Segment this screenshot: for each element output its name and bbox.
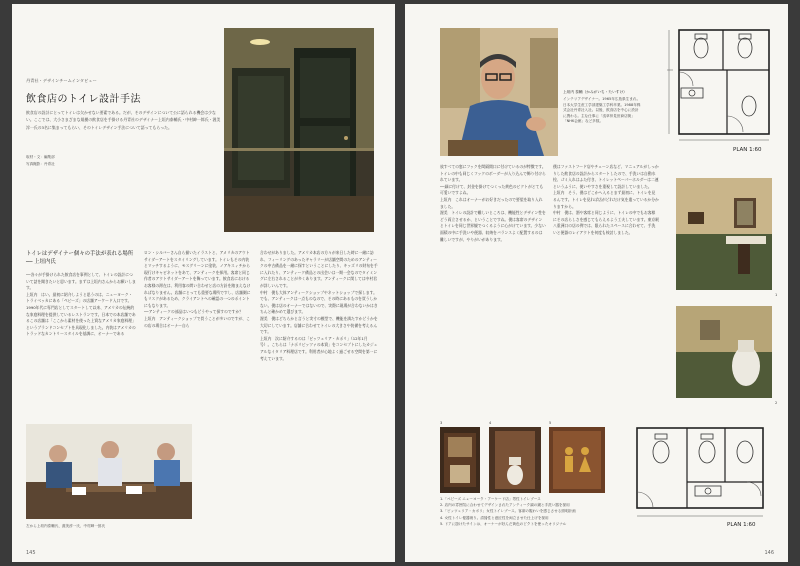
profile-text: インテリアデザイナー。1965年広島県生まれ。日本大学生産工学部建築工学科卒業。1988年株式会社丹青社入社。以後、飲食店を中心に設計に携わる。主な仕事に「浅草仲見世商店街」「NHK会館」など多数。 bbox=[563, 97, 641, 124]
right-body-column-1: 放すべての窓にフックを間隔開口に付けているのが特徴です。トイレの中も同じくフックのボーダーが入り込んで飾り付けられています。 ──細に付けて、封金を掛けてつくった黄色のピクトがとても可愛いですよね。 上垣内 これはオーナーがお好きだったので要望を取り入れました。 渥美 トイレの設計で難しいところは、機能性とデザイン性をどう両立させるか、ということですね。僕は客席のデザインとトイレを同じ世界観でつくるように心がけています。少ない面積の中に手洗いや便器、収納をバランスよく配置するのは難しいですが、やりがいがあります。 bbox=[440, 164, 546, 242]
kicker: 丹青社・デザインチームインタビュー bbox=[26, 78, 97, 83]
body-column-2: ロン・シルバーさん自ら描いたイラストと、アメリカのアウトサイダーアートをスタイリングしています。トイレもその内装とマッチするように、モスグリーンに塗装、ノアキスィチから現行けキャビネットをあて、アンティークを採用。客席と同じ作者のアウトサイダーアートを飾っています。飲食店におけるお客様の滞在は、利用客の問い合わせと店の方針を踏まえなければなりません。店舗にとっても重要な場所ですし、店舗側にもリスクがあるため、クライアントへの確認の一つのポイントにもなります。 ──アンティークの部品はいつもどうやって探すのですか？ 上垣内 アンティークショップで買うことが多いのですが、この店の場合はオーナー自ら bbox=[144, 250, 251, 328]
group-photo bbox=[26, 424, 192, 519]
photo-3-art bbox=[440, 427, 480, 493]
photo-4 bbox=[489, 427, 541, 493]
caption-4: 4. 女性トイレ便器廻り。清掃性と意匠性を両立させた仕上げを採用 bbox=[440, 515, 549, 520]
fig-number-2: 2 bbox=[775, 401, 778, 405]
lede: 飲食店の設計にとってトイレは欠かせない要素である。だが、そのデザインについて公に語られる機会は少ない。ここでは、大小さまざまな規模の飲食店を手掛ける丹青社のデザイナー上垣内泰輔氏・中村紳一郎氏・渥美淳一氏の3名に集まってもらい、そのトイレデザイン手法について語ってもらった。 bbox=[26, 110, 221, 130]
photo-4-art bbox=[489, 427, 541, 493]
fig-number-3: 3 bbox=[440, 421, 443, 425]
floor-plan-1-drawing bbox=[667, 26, 779, 144]
caption-2: 2. 店内の雰囲気に合わせてデザインされたアンティーク調の鏡と手洗い器を採用 bbox=[440, 503, 570, 508]
body-column-3: 合わせがありました。アメリカ本店の方々が来日した時に一緒に訪れ、フィーリングのあったギャラリーが店舗空間のためのアンティークの中古備品を一緒に探すということにしたり、キッズリの財布を手に入れたり、アンティーク備品との出会いは一期一会なのでタイミングに左右されることが多くあります。アンティークに関しては中村君が詳しいんです。 中村 僕も大体アンティークショップやネットショップで探します。でも、アンティークは一点ものなので、その時にあるものを買うしかない。僕は店のオーナーではないので、実際に現場が合わないかはきちんと確かめて選びます。 渥美 僕はどちらかと言うと実寸の模型で、機能を満たすかどうかを大切にしています。店舗に合わせてトイレの大きさや装備を考えるんです。 上垣内 次に紹介するのは「ビッツェリア・カポリ」（12年1月号）。こちらは「ナポリピッツァの本質」をコンセプトにしたカジュアルなイタリア料理店です。利用者が心地よく過ごせる空間を第一に考えています。 bbox=[260, 250, 378, 361]
photo-2 bbox=[676, 306, 772, 398]
portrait-photo-art bbox=[440, 28, 558, 156]
body-column-1: ──各々が手掛けられた飲食店を事例として、トイレの設計について話を聞きたいと思います。まずは上垣内さんからお願いします。 上垣内 はい。最初に紹介しようと思うのは、ニューヨーク・トライベッカにある「ペピーズ」の店舗アーケード入口です。1990年代に専門店としてスタートして以来、アメリカの伝統的な家庭料理を提供しているレストランです。日本での本店舗であるこの店舗は「ここから素材を使った上質なアメリカ家庭料理」というブランドコンセプトを具現化しました。内装はアメリカのトラッドなカントリースタイルを基調に、オーナーである bbox=[26, 272, 136, 337]
caption-5: 5. ドアに掛けたサインは、オーナーが好んだ黄色のピクトを使ったオリジナル bbox=[440, 521, 567, 526]
photo-5 bbox=[549, 427, 605, 493]
fig-number-4: 4 bbox=[489, 421, 492, 425]
restroom-photo-art bbox=[224, 28, 374, 232]
page-number-left: 145 bbox=[26, 550, 36, 556]
left-page bbox=[12, 4, 395, 562]
captions-list bbox=[440, 496, 650, 527]
caption-1: 1.「ペピーズ ニューヨーク・アーケード店」男性トイレブース bbox=[440, 497, 541, 501]
fig-number-5: 5 bbox=[549, 421, 552, 425]
plan-label-2: PLAN 1:60 bbox=[727, 522, 756, 528]
caption-3: 3.「ビッツェリア・カポリ」女性トイレブース。客席の賑わいを感じさせる照明計画 bbox=[440, 509, 576, 514]
photo-1-art bbox=[676, 178, 772, 290]
right-page bbox=[405, 4, 788, 562]
article-title: 飲食店のトイレ設計手法 bbox=[26, 94, 141, 105]
restroom-photo bbox=[224, 28, 374, 232]
profile-name: 上垣内 泰輔（かみがいち・たいすけ） bbox=[563, 90, 627, 94]
credit-writer: 取材・文：編集部 bbox=[26, 155, 55, 159]
photo-1 bbox=[676, 178, 772, 290]
fig-number-1: 1 bbox=[775, 293, 778, 297]
photo-3 bbox=[440, 427, 480, 493]
page-number-right: 146 bbox=[764, 550, 774, 556]
floor-plan-1 bbox=[667, 26, 779, 144]
section-subhead: トイレはデザイナー個々の手法が表れる場所 ── 上垣内氏 bbox=[26, 251, 134, 265]
group-photo-caption: 左から上垣内泰輔氏、渥美淳一氏、中村紳一郎氏 bbox=[26, 524, 106, 528]
group-photo-art bbox=[26, 424, 192, 519]
plan-label-1: PLAN 1:60 bbox=[733, 147, 762, 153]
credit-photo: 写真撮影：丹青社 bbox=[26, 162, 55, 166]
right-body-column-2: 僕はファストフード店やチェーン店など、マニュアルがしっかりした飲食店の設計からスタートしたので、手洗いは自動水栓、ゴミ入れはふた付き、トイレットペーパーホルダーは二連というふうに、使いやすさを重視して設計していました。 上垣内 そう、僕はどこかへ入るとまず最初に、トイレを見るんです。トイレを見れば店がどれだけ気を遣っているか分かりますから。 中村 僕は、酒や客席と同じように、トイレの中でもお客様にその店らしさを感じてもらえるよう工夫しています。東京駅八重洲口の店の例では、限られたスペースに合わせて、手洗いと便器のレイアウトを何度も検討しました。 bbox=[553, 164, 659, 235]
photo-2-art bbox=[676, 306, 772, 398]
photo-5-art bbox=[549, 427, 605, 493]
portrait-photo bbox=[440, 28, 558, 156]
